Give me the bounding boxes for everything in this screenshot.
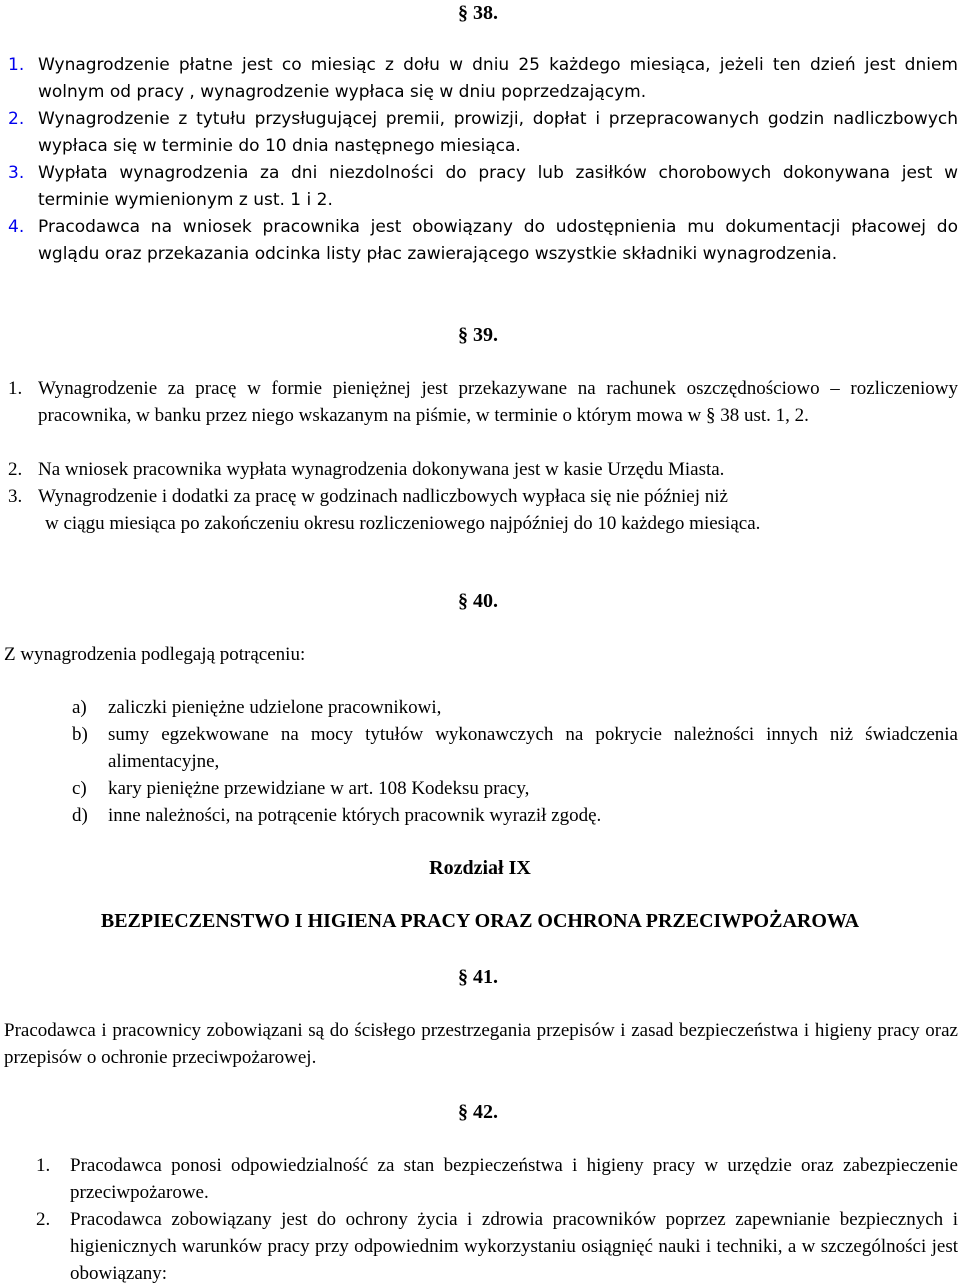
section-38-item-1 — [8, 52, 958, 106]
item-text-line-1: Wynagrodzenie i dodatki za pracę w godzinach nadliczbowych wypłaca się nie później niż — [38, 486, 728, 507]
section-39-item-3 — [8, 483, 958, 537]
item-text: inne należności, na potrącenie których pracownik wyraził zgodę. — [108, 805, 602, 826]
item-number: 3. — [8, 486, 23, 507]
section-38-item-4 — [8, 214, 958, 268]
item-text: Wynagrodzenie z tytułu przysługującej premii, prowizji, dopłat i przepracowanych godzin nadliczbowych wypłaca się w terminie do 10 dnia następnego miesiąca. — [38, 109, 958, 156]
section-42-item-1 — [36, 1152, 958, 1206]
chapter-title: Rozdział IX — [429, 857, 531, 879]
item-text: Wypłata wynagrodzenia za dni niezdolności do pracy lub zasiłków chorobowych dokonywana jest w terminie wymienionym z ust. 1 i 2. — [38, 163, 958, 210]
item-text: Wynagrodzenie za pracę w formie pieniężnej jest przekazywane na rachunek oszczędnościowo – rozliczeniowy pracownika, w banku przez niego wskazanym na piśmie, w terminie o którym mowa w § 38 ust. 1, 2. — [38, 378, 958, 426]
item-text: Pracodawca zobowiązany jest do ochrony życia i zdrowia pracowników poprzez zapewnianie bezpiecznych i higienicznych warunków pracy przy odpowiednim wykorzystaniu osiągnięć nauki i techniki, a w szczególności jest obowiązany: — [70, 1209, 958, 1284]
section-41-text: Pracodawca i pracownicy zobowiązani są do ścisłego przestrzegania przepisów i zasad bezpieczeństwa i higieny pracy oraz przepisów o ochronie przeciwpożarowej. — [4, 1020, 958, 1068]
item-number: 3. — [8, 163, 25, 183]
deduction-item-a — [72, 694, 958, 721]
item-letter: d) — [72, 805, 88, 826]
chapter-subtitle: BEZPIECZENSTWO I HIGIENA PRACY ORAZ OCHRONA PRZECIWPOŻAROWA — [100, 910, 860, 932]
item-number: 2. — [8, 459, 23, 480]
section-40-intro: Z wynagrodzenia podlegają potrąceniu: — [4, 644, 306, 665]
item-text: Na wniosek pracownika wypłata wynagrodzenia dokonywana jest w kasie Urzędu Miasta. — [38, 459, 725, 480]
item-text: Pracodawca ponosi odpowiedzialność za stan bezpieczeństwa i higieny pracy w urzędzie oraz zabezpieczenie przeciwpożarowe. — [70, 1155, 958, 1203]
item-number: 4. — [8, 217, 25, 237]
section-42-heading: § 42. — [458, 1101, 498, 1123]
section-39-item-1 — [8, 375, 958, 429]
item-letter: b) — [72, 724, 88, 745]
deduction-item-d — [72, 802, 958, 829]
item-number: 1. — [36, 1155, 51, 1176]
section-38-item-2 — [8, 106, 958, 160]
item-number: 2. — [36, 1209, 51, 1230]
section-42-item-2 — [36, 1206, 958, 1287]
item-number: 1. — [8, 55, 25, 75]
item-number: 1. — [8, 378, 23, 399]
section-38-heading: § 38. — [458, 2, 498, 24]
item-text: zaliczki pieniężne udzielone pracownikowi, — [108, 697, 442, 718]
item-letter: a) — [72, 697, 87, 718]
item-text: sumy egzekwowane na mocy tytułów wykonawczych na pokrycie należności innych niż świadczenia alimentacyjne, — [108, 724, 958, 772]
item-text: kary pieniężne przewidziane w art. 108 Kodeksu pracy, — [108, 778, 530, 799]
deduction-item-c — [72, 775, 958, 802]
item-text: Wynagrodzenie płatne jest co miesiąc z dołu w dniu 25 każdego miesiąca, jeżeli ten dzień jest dniem wolnym od pracy , wynagrodzenie wypłaca się w dniu poprzedzającym. — [38, 55, 958, 102]
item-letter: c) — [72, 778, 87, 799]
item-text: Pracodawca na wniosek pracownika jest obowiązany do udostępnienia mu dokumentacji płacowej do wglądu oraz przekazania odcinka listy płac zawierającego wszystkie składniki wynagrodzenia. — [38, 217, 958, 264]
section-41-heading: § 41. — [458, 966, 498, 988]
section-40-heading: § 40. — [458, 590, 498, 612]
deduction-item-b — [72, 721, 958, 775]
item-text-line-2: w ciągu miesiąca po zakończeniu okresu rozliczeniowego najpóźniej do 10 każdego miesiąca. — [45, 513, 761, 534]
item-number: 2. — [8, 109, 25, 129]
section-38-item-3 — [8, 160, 958, 214]
section-39-item-2 — [8, 456, 958, 483]
section-39-heading: § 39. — [458, 324, 498, 346]
